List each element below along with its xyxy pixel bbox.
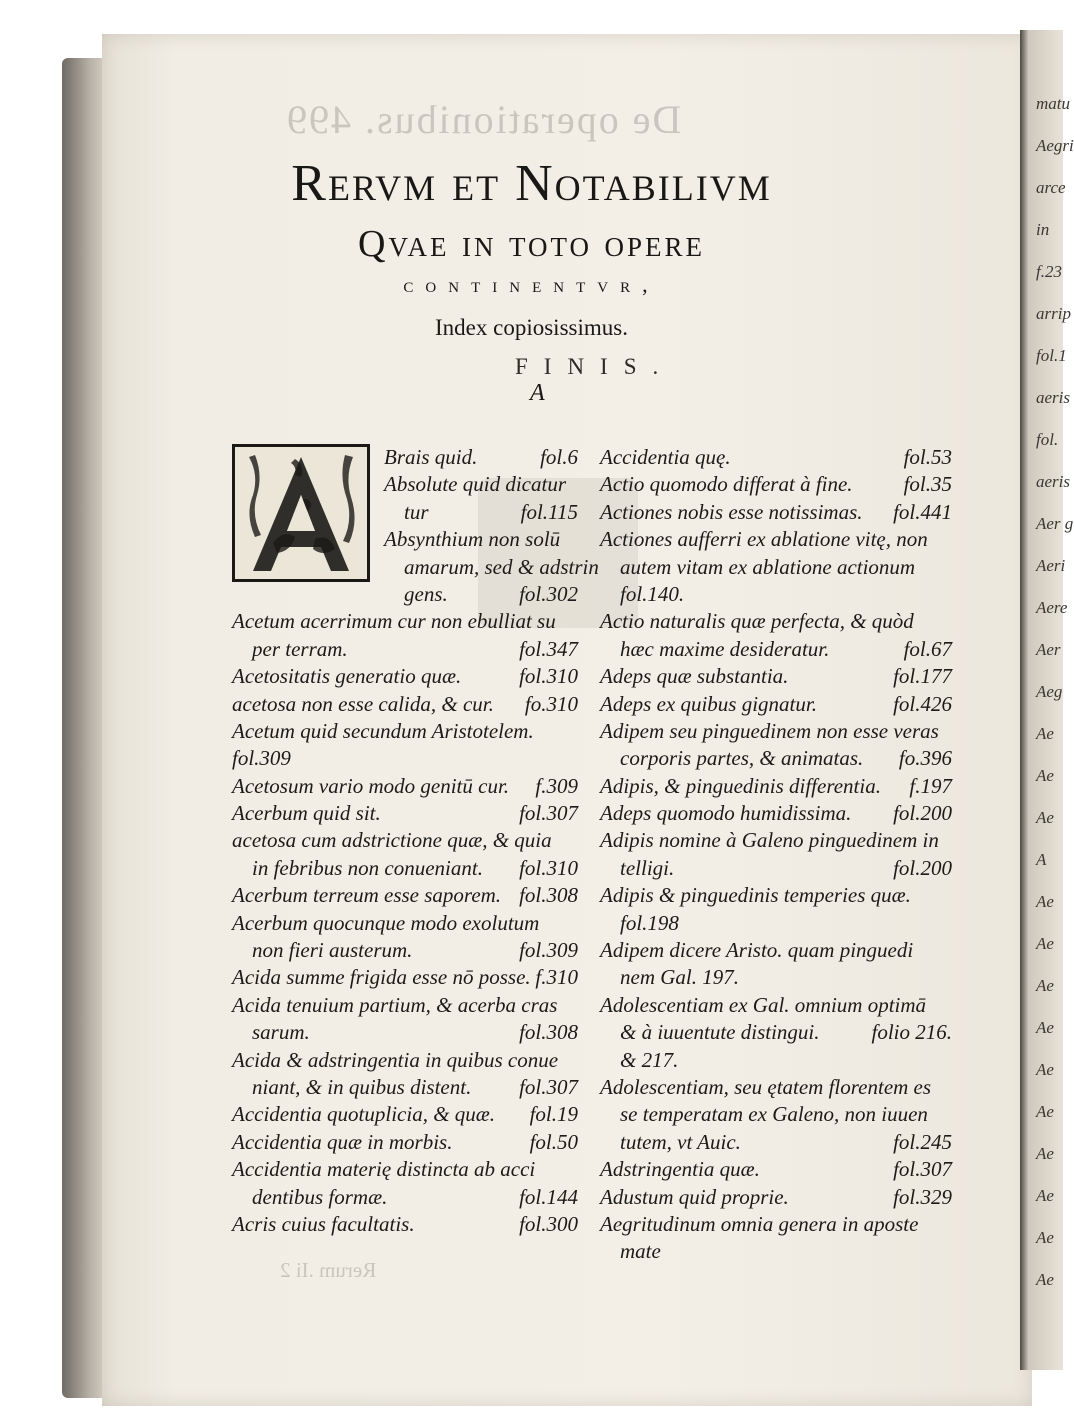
index-entry-text: Adipis, & pinguedinis differentia.: [600, 773, 881, 798]
index-entry-text: Adeps quomodo humidissima.: [600, 801, 852, 826]
index-entry: [232, 1184, 578, 1211]
index-entry: [600, 827, 952, 854]
adjacent-page-fragment: Ae: [1036, 1144, 1054, 1163]
adjacent-page-fragment: fol.1: [1036, 346, 1067, 365]
index-entry-text: Actio naturalis quæ perfecta, & quòd: [600, 609, 914, 634]
index-entry: [384, 499, 578, 526]
index-entry-folio: f.197: [909, 773, 952, 798]
index-entry: [600, 663, 952, 690]
index-entry: [232, 882, 578, 909]
index-entry: [600, 1211, 952, 1238]
index-entry: [232, 992, 578, 1019]
index-entry-folio: fol.144: [519, 1184, 578, 1209]
index-entry-text: acetosa non esse calida, & cur.: [232, 691, 494, 716]
index-entry-text: Acetosum vario modo genitū cur.: [232, 773, 510, 798]
index-entry-text: Acerbum terreum esse saporem.: [232, 883, 502, 908]
adjacent-page-fragment: Aer: [1036, 640, 1061, 659]
adjacent-page-fragment: Ae: [1036, 766, 1054, 785]
section-letter: A: [530, 380, 545, 406]
index-entry-text: corporis partes, & animatas.: [620, 746, 864, 771]
index-entry-folio: fol.200: [893, 855, 952, 880]
index-entry: [232, 718, 578, 745]
index-title-line-3: continentvr,: [403, 272, 660, 297]
index-entry: [232, 1101, 578, 1128]
index-entry-text: tutem, vt Auic.: [620, 1129, 741, 1154]
adjacent-page-fragment: Ae: [1036, 808, 1054, 827]
index-entry: [232, 800, 578, 827]
index-entry: [232, 745, 578, 772]
index-entry: [600, 499, 952, 526]
index-entry-folio: folio 216.: [871, 1020, 952, 1045]
index-entry-text: fol.198: [620, 910, 679, 935]
index-entry-folio: fol.307: [519, 1074, 578, 1099]
index-entry: [232, 663, 578, 690]
index-entry: [232, 855, 578, 882]
index-entry: [232, 1047, 578, 1074]
bleed-through-header: De operationibus. 499: [285, 97, 682, 142]
index-entry-text: Adipem seu pinguedinem non esse veras: [600, 718, 939, 743]
adjacent-page-fragment: A: [1036, 850, 1047, 869]
index-entry-folio: fol.307: [893, 1157, 952, 1182]
index-entry-folio: fol.19: [529, 1102, 578, 1127]
index-entry: [600, 882, 952, 909]
index-entry: [600, 992, 952, 1019]
index-entry-folio: fol.441: [893, 499, 952, 524]
adjacent-page-fragment: Ae: [1036, 1060, 1054, 1079]
index-entry-text: Adeps quæ substantia.: [600, 664, 789, 689]
index-entry-text: hæc maxime desideratur.: [620, 636, 830, 661]
index-entry-text: Aegritudinum omnia genera in aposte: [600, 1211, 919, 1236]
adjacent-page-fragment: Ae: [1036, 1018, 1054, 1037]
index-entry-folio: fol.347: [519, 636, 578, 661]
index-entry: [384, 526, 578, 553]
index-entry-text: non fieri austerum.: [252, 938, 413, 963]
index-entry-text: mate: [620, 1239, 661, 1264]
adjacent-page-fragment: Ae: [1036, 1102, 1054, 1121]
index-entry: [232, 608, 578, 635]
adjacent-page-fragment: aeris: [1036, 388, 1070, 407]
index-title-line-1: Rervm et Notabilivm: [291, 155, 772, 212]
adjacent-page-fragment: Aeri: [1036, 556, 1066, 575]
index-entry: [232, 1129, 578, 1156]
index-entry-folio: fol.53: [903, 445, 952, 469]
index-entry: [232, 773, 578, 800]
index-entry-folio: fol.245: [893, 1129, 952, 1154]
bleed-through-footer: Rerum .Ii 2: [280, 1258, 377, 1282]
index-entry: [232, 827, 578, 854]
index-entry-text: Absynthium non solū: [384, 527, 561, 552]
adjacent-page-fragment: arrip: [1036, 304, 1071, 323]
index-entry: [384, 581, 578, 608]
index-entry-text: Acerbum quocunque modo exolutum: [232, 910, 540, 935]
index-entry: [232, 937, 578, 964]
index-entry-text: sarum.: [252, 1020, 310, 1045]
index-entry: [600, 1184, 952, 1211]
index-entry-text: Adipem dicere Aristo. quam pinguedi: [600, 938, 914, 963]
index-entry: [600, 937, 952, 964]
index-entry-text: Actiones aufferri ex ablatione vitę, non: [600, 527, 928, 552]
index-entry: [600, 526, 952, 553]
index-entry-text: autem vitam ex ablatione actionum: [620, 554, 916, 579]
index-entry-text: Accidentia quę.: [600, 445, 731, 469]
adjacent-page-fragment: Ae: [1036, 724, 1054, 743]
index-entry-text: Acetum acerrimum cur non ebulliat su: [232, 609, 556, 634]
index-entry-folio: fol.308: [519, 883, 578, 908]
index-entry-text: acetosa cum adstrictione quæ, & quia: [232, 828, 552, 853]
index-entry-text: Acris cuius facultatis.: [232, 1211, 415, 1236]
index-entry: [600, 964, 952, 991]
index-entry-text: Brais quid.: [384, 445, 478, 469]
index-subtitle: Index copiosissimus.: [435, 315, 628, 340]
index-entry-text: gens.: [404, 581, 448, 606]
adjacent-page-fragment: Ae: [1036, 1228, 1054, 1247]
index-entry: [600, 1074, 952, 1101]
index-entry-text: nem Gal. 197.: [620, 965, 739, 990]
index-entry: [600, 471, 952, 498]
index-entry-folio: fol.310: [519, 664, 578, 689]
index-entry-folio: fol.35: [903, 472, 952, 497]
adjacent-page-fragment: Aer g: [1036, 514, 1074, 533]
adjacent-page-fragment: Ae: [1036, 934, 1054, 953]
index-entry-folio: fol.302: [519, 581, 578, 606]
index-entry-folio: fol.6: [540, 445, 578, 469]
index-entry-folio: fol.310: [519, 855, 578, 880]
index-entry-text: Acida tenuium partium, & acerba cras: [232, 992, 558, 1017]
index-entry-folio: fol.67: [903, 636, 952, 661]
adjacent-page-fragment: Ae: [1036, 976, 1054, 995]
index-entry: [600, 1019, 952, 1046]
index-entry: [232, 910, 578, 937]
index-entry: [232, 1074, 578, 1101]
index-entry-text: fol.309: [232, 746, 291, 771]
index-entry-text: Acerbum quid sit.: [232, 801, 381, 826]
index-entry: [600, 800, 952, 827]
index-entry-text: Adstringentia quæ.: [600, 1157, 760, 1182]
adjacent-page-fragment: Ae: [1036, 892, 1054, 911]
index-entry: [232, 691, 578, 718]
index-entry: [384, 554, 599, 581]
index-entry: [600, 1047, 952, 1074]
index-entry: [232, 964, 578, 991]
index-entry-folio: fol.200: [893, 801, 952, 826]
index-entry-text: & 217.: [620, 1047, 679, 1072]
index-entry: [600, 1101, 952, 1128]
adjacent-page-fragment: f.23: [1036, 262, 1062, 281]
adjacent-page-fragment: Ae: [1036, 1186, 1054, 1205]
index-entry-text: per terram.: [252, 636, 348, 661]
index-entry-text: Adolescentiam, seu ętatem florentem es: [600, 1074, 932, 1099]
index-entry-text: amarum, sed & adstrin: [404, 554, 599, 579]
index-entry-text: niant, & in quibus distent.: [252, 1074, 472, 1099]
index-entry-text: fol.140.: [620, 581, 685, 606]
index-entry-text: dentibus formæ.: [252, 1184, 388, 1209]
index-entry: [600, 773, 952, 800]
adjacent-page-fragment: arce: [1036, 178, 1066, 197]
index-entry: [600, 718, 952, 745]
index-entry: [384, 444, 578, 471]
index-column-right: [600, 444, 952, 1266]
index-entry-text: Acida & adstringentia in quibus conue: [232, 1047, 559, 1072]
index-entry: [600, 1129, 952, 1156]
index-entry-text: Adipis & pinguedinis temperies quæ.: [600, 883, 911, 908]
index-entry-text: tur: [404, 499, 429, 524]
index-entry-folio: fo.396: [898, 746, 952, 771]
index-entry: [600, 554, 952, 581]
index-column-left: [232, 444, 599, 1238]
index-entry: [232, 636, 578, 663]
index-entry-text: & à iuuentute distingui.: [620, 1020, 820, 1045]
adjacent-page-fragment: matu: [1036, 94, 1070, 113]
index-entry-folio: fol.329: [893, 1184, 952, 1209]
index-entry: [600, 636, 952, 663]
index-entry-folio: fol.309: [519, 938, 578, 963]
index-entry-text: Acida summe frigida esse nō posse.: [232, 965, 531, 990]
index-entry-folio: f.309: [535, 773, 578, 798]
adjacent-page-fragment: aeris: [1036, 472, 1070, 491]
index-entry-text: Adolescentiam ex Gal. omnium optimā: [600, 992, 927, 1017]
index-entry: [600, 855, 952, 882]
adjacent-page-fragment: Ae: [1036, 1270, 1054, 1289]
index-entry-text: Acetositatis generatio quæ.: [232, 664, 462, 689]
index-entry-text: Absolute quid dicatur: [384, 472, 566, 497]
index-entry: [384, 471, 578, 498]
index-entry-text: Adipis nomine à Galeno pinguedinem in: [600, 828, 939, 853]
index-entry-folio: f.310: [535, 965, 578, 990]
index-entry-folio: fol.300: [519, 1211, 578, 1236]
adjacent-page-fragment: fol.: [1036, 430, 1059, 449]
index-entry-text: Accidentia materię distincta ab acci: [232, 1157, 536, 1182]
bleed-through-finis: FINIS.: [515, 354, 675, 379]
index-entry-folio: fol.308: [519, 1020, 578, 1045]
adjacent-page-fragment: in: [1036, 220, 1050, 239]
index-entry: [232, 1156, 578, 1183]
index-entry: [600, 444, 952, 471]
index-entry-text: Actio quomodo differat à fine.: [600, 472, 853, 497]
index-entry: [600, 1156, 952, 1183]
adjacent-page-fragment: Aeg: [1036, 682, 1063, 701]
index-title-line-2: Qvae in toto opere: [358, 223, 705, 265]
index-entry-text: Accidentia quotuplicia, & quæ.: [232, 1102, 496, 1127]
index-entry: [600, 581, 952, 608]
index-entry-text: se temperatam ex Galeno, non iuuen: [620, 1102, 928, 1127]
index-entry-folio: fo.310: [524, 691, 578, 716]
adjacent-page-fragment: Aegri: [1036, 136, 1074, 155]
index-entry-folio: fol.307: [519, 801, 578, 826]
index-entry-text: Adustum quid proprie.: [600, 1184, 789, 1209]
index-entry: [600, 910, 952, 937]
index-entry: [232, 1019, 578, 1046]
adjacent-page-fragment: Aere: [1036, 598, 1068, 617]
index-entry: [600, 1238, 952, 1265]
index-entry-text: Acetum quid secundum Aristotelem.: [232, 718, 534, 743]
index-entry: [600, 745, 952, 772]
index-entry-folio: fol.50: [529, 1129, 578, 1154]
index-entry-text: Accidentia quæ in morbis.: [232, 1129, 453, 1154]
index-entry: [600, 608, 952, 635]
index-entry-folio: fol.115: [520, 499, 578, 524]
index-entry-folio: fol.177: [893, 664, 952, 689]
index-entry-text: telligi.: [620, 855, 675, 880]
index-entry-text: Actiones nobis esse notissimas.: [600, 499, 863, 524]
index-entry-text: in febribus non conueniant.: [252, 855, 483, 880]
index-entry-text: Adeps ex quibus gignatur.: [600, 691, 817, 716]
index-entry-folio: fol.426: [893, 691, 952, 716]
index-entry: [600, 691, 952, 718]
index-entry: [232, 1211, 578, 1238]
